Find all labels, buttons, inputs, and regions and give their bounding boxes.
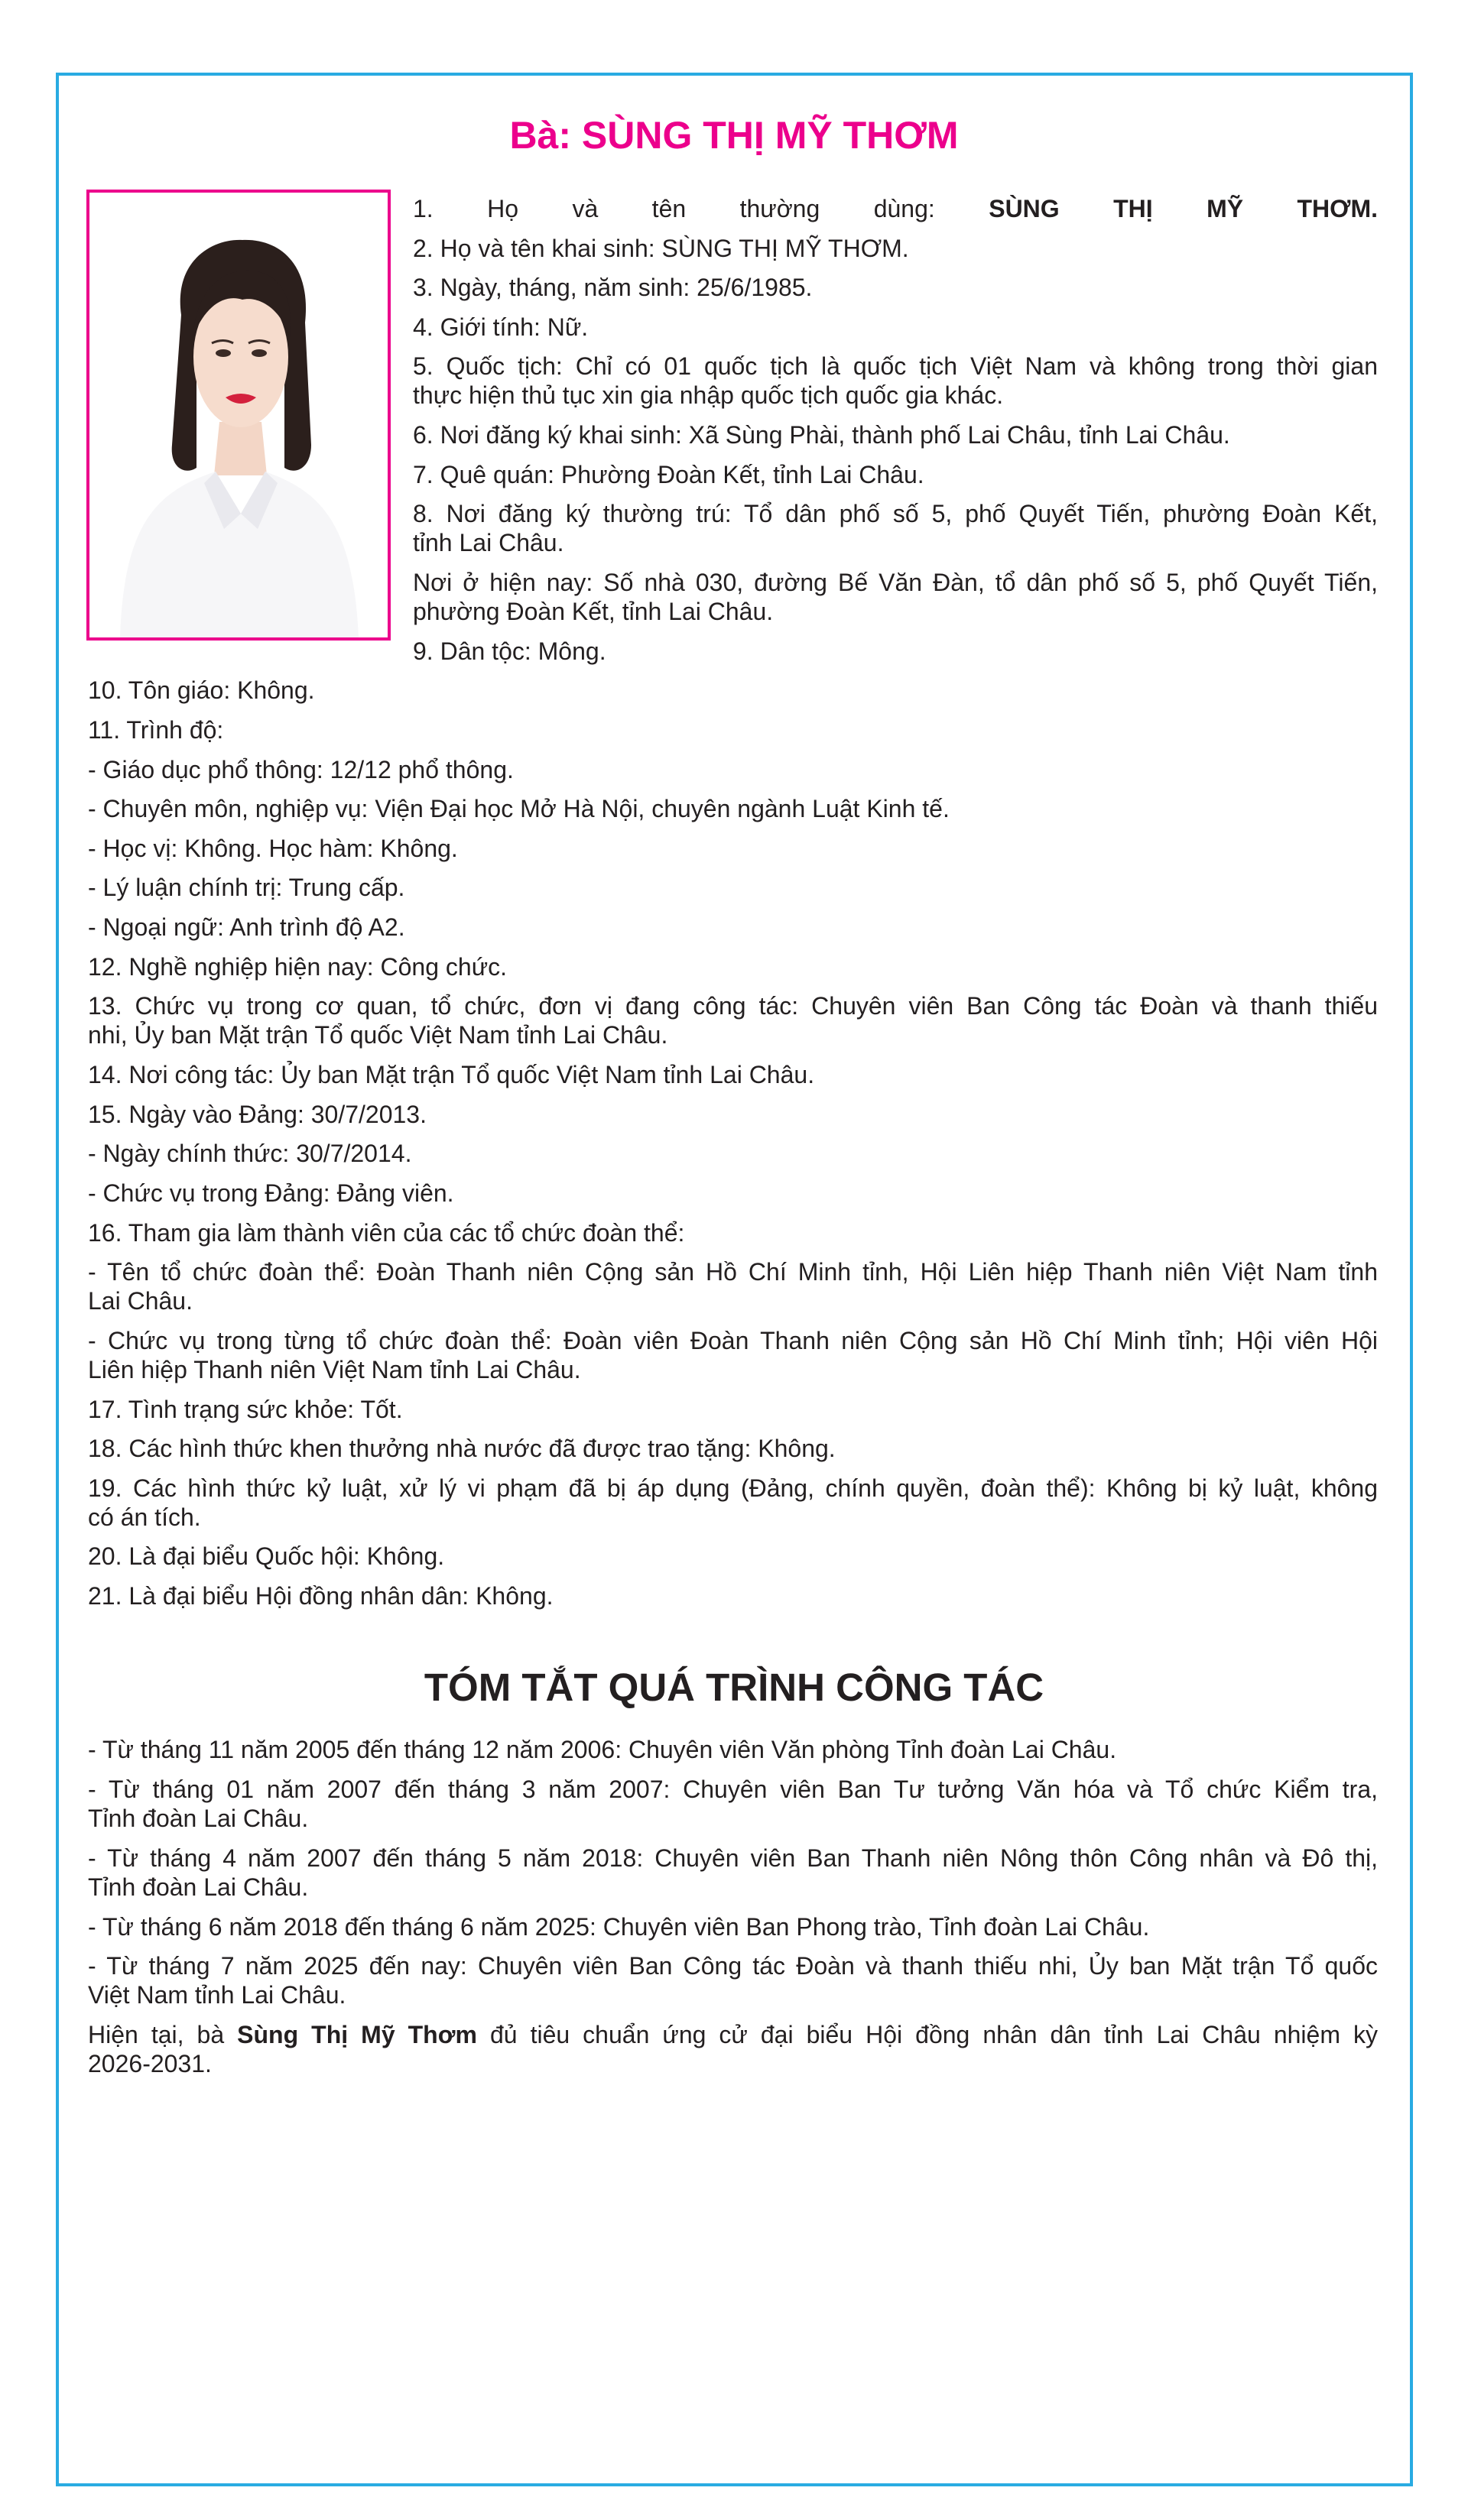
profile-item-16-b: - Chức vụ trong từng tổ chức đoàn thể: Đoàn viên Đoàn Thanh niên Cộng sản Hồ Chí Minh tỉnh; Hội viên Hội (88, 1327, 1378, 1354)
profile-item-5: 5. Quốc tịch: Chỉ có 01 quốc tịch là quốc tịch Việt Nam và không trong thời gian (413, 352, 1378, 380)
profile-item-11-e: - Ngoại ngữ: Anh trình độ A2. (88, 913, 405, 941)
profile-item-8-residence-cont: phường Đoàn Kết, tỉnh Lai Châu. (413, 598, 774, 625)
profile-item-7: 7. Quê quán: Phường Đoàn Kết, tỉnh Lai Châu. (413, 461, 924, 488)
page-title: Bà: SÙNG THỊ MỸ THƠM (509, 114, 959, 157)
portrait-photo (86, 190, 391, 641)
profile-item-19-cont: có án tích. (88, 1503, 201, 1531)
profile-item-11-b: - Chuyên môn, nghiệp vụ: Viện Đại học Mở Hà Nội, chuyên ngành Luật Kinh tế. (88, 795, 950, 822)
profile-item-11-c: - Học vị: Không. Học hàm: Không. (88, 835, 458, 862)
career-item-4: - Từ tháng 6 năm 2018 đến tháng 6 năm 2025: Chuyên viên Ban Phong trào, Tỉnh đoàn Lai Châu. (88, 1913, 1150, 1941)
profile-item-5-cont: thực hiện thủ tục xin gia nhập quốc tịch quốc gia khác. (413, 381, 1004, 409)
profile-item-3: 3. Ngày, tháng, năm sinh: 25/6/1985. (413, 274, 813, 301)
profile-item-19: 19. Các hình thức kỷ luật, xử lý vi phạm đã bị áp dụng (Đảng, chính quyền, đoàn thể): Không bị kỷ luật, không (88, 1474, 1378, 1502)
profile-item-11: 11. Trình độ: (88, 716, 224, 744)
profile-item-15-a: - Ngày chính thức: 30/7/2014. (88, 1140, 412, 1167)
profile-item-2: 2. Họ và tên khai sinh: SÙNG THỊ MỸ THƠM. (413, 235, 909, 262)
profile-name-bold: SÙNG THỊ MỸ THƠM. (989, 195, 1379, 222)
profile-item-6: 6. Nơi đăng ký khai sinh: Xã Sùng Phài, thành phố Lai Châu, tỉnh Lai Châu. (413, 421, 1230, 449)
profile-item-13: 13. Chức vụ trong cơ quan, tổ chức, đơn vị đang công tác: Chuyên viên Ban Công tác Đoàn và thanh thiếu (88, 992, 1378, 1020)
career-item-5-cont: Việt Nam tỉnh Lai Châu. (88, 1981, 346, 2009)
conclusion-name-bold: Sùng Thị Mỹ Thơm (237, 2021, 477, 2048)
career-item-5: - Từ tháng 7 năm 2025 đến nay: Chuyên viên Ban Công tác Đoàn và thanh thiếu nhi, Ủy ban Mặt trận Tổ quốc (88, 1952, 1378, 1980)
profile-item-16-a-cont: Lai Châu. (88, 1287, 193, 1315)
career-item-3-cont: Tỉnh đoàn Lai Châu. (88, 1873, 309, 1901)
profile-item-12: 12. Nghề nghiệp hiện nay: Công chức. (88, 953, 508, 981)
profile-item-21: 21. Là đại biểu Hội đồng nhân dân: Không. (88, 1582, 554, 1610)
career-conclusion-cont: 2026-2031. (88, 2050, 212, 2077)
profile-item-16-a: - Tên tổ chức đoàn thể: Đoàn Thanh niên Cộng sản Hồ Chí Minh tỉnh, Hội Liên hiệp Thanh niên Việt Nam tỉnh (88, 1258, 1378, 1286)
profile-item-15: 15. Ngày vào Đảng: 30/7/2013. (88, 1101, 427, 1128)
profile-item-8: 8. Nơi đăng ký thường trú: Tổ dân phố số 5, phố Quyết Tiến, phường Đoàn Kết, (413, 500, 1378, 527)
career-item-1: - Từ tháng 11 năm 2005 đến tháng 12 năm 2006: Chuyên viên Văn phòng Tỉnh đoàn Lai Châu. (88, 1736, 1117, 1763)
profile-item-1: 1. Họ và tên thường dùng: SÙNG THỊ MỸ THƠM. (413, 195, 1379, 222)
profile-item-4: 4. Giới tính: Nữ. (413, 313, 589, 341)
profile-item-8-residence: Nơi ở hiện nay: Số nhà 030, đường Bế Văn Đàn, tổ dân phố số 5, phố Quyết Tiến, (413, 569, 1378, 596)
profile-item-18: 18. Các hình thức khen thưởng nhà nước đã được trao tặng: Không. (88, 1435, 836, 1462)
profile-item-14: 14. Nơi công tác: Ủy ban Mặt trận Tổ quốc Việt Nam tỉnh Lai Châu. (88, 1061, 815, 1088)
profile-item-8-cont: tỉnh Lai Châu. (413, 529, 564, 556)
career-heading: TÓM TẮT QUÁ TRÌNH CÔNG TÁC (424, 1665, 1044, 1709)
profile-item-16-b-cont: Liên hiệp Thanh niên Việt Nam tỉnh Lai Châu. (88, 1356, 581, 1383)
career-item-2: - Từ tháng 01 năm 2007 đến tháng 3 năm 2007: Chuyên viên Ban Tư tưởng Văn hóa và Tổ chức Kiểm tra, (88, 1776, 1378, 1803)
career-item-2-cont: Tỉnh đoàn Lai Châu. (88, 1805, 309, 1832)
career-conclusion: Hiện tại, bà Sùng Thị Mỹ Thơm đủ tiêu chuẩn ứng cử đại biểu Hội đồng nhân dân tỉnh Lai Châu nhiệm kỳ (88, 2021, 1379, 2048)
profile-item-15-b: - Chức vụ trong Đảng: Đảng viên. (88, 1179, 454, 1207)
profile-item-20: 20. Là đại biểu Quốc hội: Không. (88, 1542, 445, 1570)
career-item-3: - Từ tháng 4 năm 2007 đến tháng 5 năm 2018: Chuyên viên Ban Thanh niên Nông thôn Công nhân và Đô thị, (88, 1844, 1378, 1872)
profile-item-16: 16. Tham gia làm thành viên của các tổ chức đoàn thể: (88, 1219, 685, 1247)
profile-item-9: 9. Dân tộc: Mông. (413, 637, 606, 665)
profile-item-11-d: - Lý luận chính trị: Trung cấp. (88, 874, 405, 901)
profile-item-10: 10. Tôn giáo: Không. (88, 676, 315, 704)
profile-item-13-cont: nhi, Ủy ban Mặt trận Tổ quốc Việt Nam tỉnh Lai Châu. (88, 1021, 668, 1049)
portrait-image (89, 193, 388, 637)
profile-item-11-a: - Giáo dục phổ thông: 12/12 phổ thông. (88, 756, 514, 783)
profile-item-17: 17. Tình trạng sức khỏe: Tốt. (88, 1396, 403, 1423)
